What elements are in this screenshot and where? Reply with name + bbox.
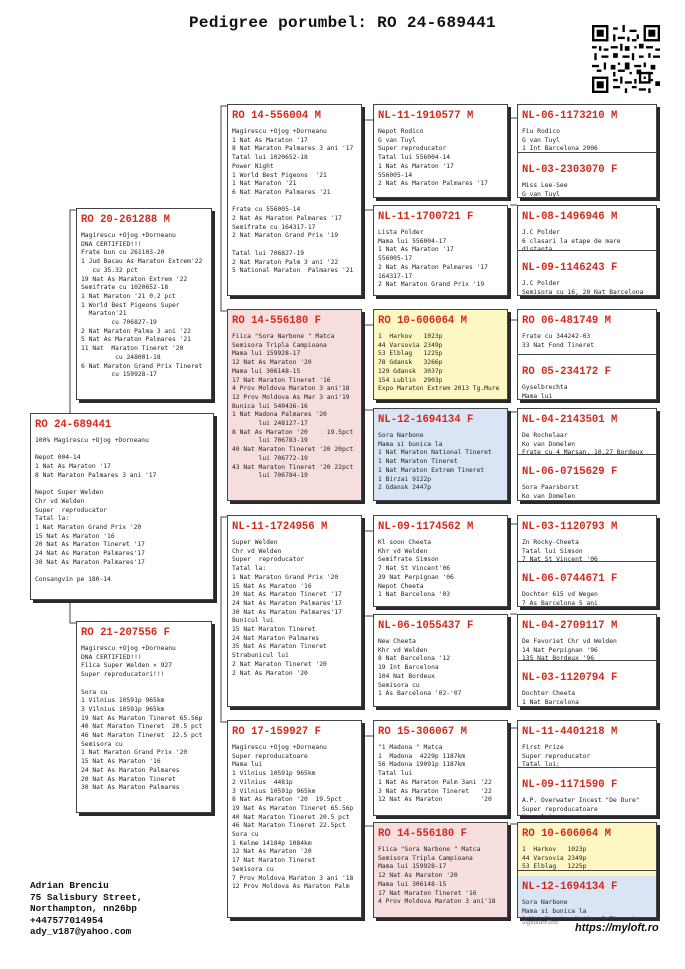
great-great-grandparents-pair: [517, 408, 657, 501]
ring-number: NL-11-4401218 M: [522, 726, 618, 738]
great-grandparent-card: [373, 720, 508, 816]
ring-number: NL-09-1174562 M: [378, 521, 474, 533]
ring-number: RO 10-606064 M: [522, 828, 612, 840]
pigeon-notes: First Prize Super reproducator Tatal lui:: [522, 744, 591, 769]
great-grandparent-card: [373, 408, 508, 501]
pigeon-notes: De Rochelaar Ko van Domelen Frate cu 4 Marsan. 10.27 Bordeux: [522, 432, 644, 457]
great-great-grandparents-pair: [517, 720, 657, 816]
pigeon-notes: 1 Harkov 1023p 44 Varsovia 2349p 53 Elblag 1225p 78 Gdansk 3266p 129 Gdansk 3037p 154 Lublin 2903p Expo Maraton Extrem 2013 Tg.Mure: [378, 333, 500, 393]
ring-number: RO 24-689441: [35, 419, 112, 431]
grandparent-card: [227, 309, 362, 501]
great-great-grandparents-pair: [517, 822, 657, 918]
page-title: Pedigree porumbel: RO 24-689441: [189, 14, 496, 32]
pigeon-notes: Sora Narbone Mama si bunica la: [522, 899, 587, 915]
sire-card: [76, 208, 212, 400]
pigeon-notes: "1 Madona " Matca 1 Madona 4229p 1187km 56 Madona 19091p 1187km Tatal lui 1 Nat As Maraton Palm 3ani '22 3 Nat As Maraton Tineret '22 12 Nat As Maraton '20: [378, 744, 492, 804]
pigeon-notes: Kl soon Cheeta Khr vd Welden Semifrate Simson 7 Nat St Vincent'06 39 Nat Perpignan '06 Nepot Cheeta 1 Nat Barcelona '03: [378, 539, 454, 599]
great-great-grandparents-pair: [517, 515, 657, 607]
dam-card: [76, 621, 212, 813]
pigeon-notes: Dochter 615 vd Wegen 7 As Barcelona 5 ani: [522, 591, 598, 607]
ring-number: NL-08-1496946 M: [522, 211, 618, 223]
ring-number: NL-03-1120793 M: [522, 521, 618, 533]
pigeon-notes: J.C Polder Semisora cu 16, 20 Nat Barcelona: [522, 280, 644, 296]
great-grandparent-card: [373, 104, 508, 198]
ring-number: NL-11-1700721 F: [378, 211, 474, 223]
grandparent-card: [227, 104, 362, 296]
owner-address: Adrian Brenciu 75 Salisbury Street, Northampton, nn26bp +447577014954 ady_v187@yahoo.com: [30, 880, 143, 937]
ring-number: NL-06-1173210 M: [522, 110, 618, 122]
pigeon-notes: 100% Magirescu +Ojog +Dorneanu Nepot 004-14 1 Nat As Maraton '17 8 Nat Maraton Palmares 3 ani '17 Nepot Super Welden Chr vd Welden Super reproducator Tatal la: 1 Nat Maraton Grand Prix '20 15 Nat As Maraton '16 20 Nat As Maraton Tineret '17 24 Nat As Maraton Palmares'17 30 Nat As Maraton Palmares'17 Consangvin pe 180-14: [35, 437, 157, 584]
ring-number: RO 05-234172 F: [522, 366, 612, 378]
ring-number: NL-06-0715629 F: [522, 466, 618, 478]
pigeon-notes: Fiica "Sora Narbone " Matca Semisora Tripla Campioana Mama lui 159928-17 12 Nat As Maraton '20 Mama lui 306148-15 17 Nat Maraton Tineret '16 4 Prov Moldova Maraton 3 ani'18: [378, 846, 496, 906]
ring-number: RO 14-556004 M: [232, 110, 322, 122]
ring-number: NL-04-2143501 M: [522, 414, 618, 426]
great-great-grandparents-pair: [517, 205, 657, 296]
ring-number: NL-12-1694134 F: [522, 881, 618, 893]
great-grandparent-card: [373, 515, 508, 607]
ring-number: RO 10-606064 M: [378, 315, 468, 327]
great-grandparent-card: [373, 822, 508, 918]
ring-number: NL-09-1171590 F: [522, 779, 618, 791]
great-grandparent-card: [373, 205, 508, 296]
grandparent-card: [227, 515, 362, 707]
ring-number: NL-06-0744671 F: [522, 573, 618, 585]
pigeon-notes: J.C Polder 6 clasari la etape de mare distanta: [522, 229, 621, 254]
ring-number: NL-03-1120794 F: [522, 672, 618, 684]
great-great-grandparents-pair: [517, 309, 657, 400]
great-great-grandparents-pair: [517, 614, 657, 707]
pigeon-notes: Magirescu +Ojog +Dorneanu Super reproducatoare Mama lui 1 Vilnius 10591p 965km 2 Vilnius 4481p 3 Vilnius 10591p 965km 8 Nat As Maraton '20 19.5pct 19 Nat As Maraton Tineret 65.56p 40 Nat Maraton Tineret 20.5 pct 46 Nat Maraton Tineret 22.5pct Sora cu 1 Kelme 14184p 1084km 12 Nat As Maraton '20 17 Nat Maraton Tineret Semisora cu 7 Prov Moldova Maraton 3 ani '18 12 Prov Moldova As Maraton Palm: [232, 744, 354, 891]
ring-number: NL-04-2709117 M: [522, 620, 618, 632]
signature: SignatureText: [522, 919, 559, 926]
pigeon-notes: Magirescu +Ojog +Dorneanu 1 Nat As Maraton '17 8 Nat Maraton Palmares 3 ani '17 Tatal lui 1020652-18 Power Night 1 World Best Pigeons '21 1 Nat Maraton '21 6 Nat Maraton Palmares '21 Frate cu 556005-14 2 Nat As Maraton Palmares '17 Semifrate cu 164317-17 2 Nat Maraton Grand Prix '19 Tatal lui 706827-19 2 Nat Maraton Palm 3 ani '22 5 National Maraton Palmares '21: [232, 128, 354, 275]
pigeon-notes: Zn Rocky-Cheeta Tatal lui Simson 7 Nat St Vincent '06: [522, 539, 598, 564]
website-link[interactable]: https://myloft.ro: [575, 922, 659, 934]
pigeon-notes: Magirescu +Ojog +Dorneanu DNA CERTIFIED!!! Fiica Super Welden × 927 Super reproducatori!!! Sora cu 1 Vilnius 10591p 965km 3 Vilnius 10591p 965km 19 Nat As Maraton Tineret 65.56p 40 Nat Maraton Tineret 20.5 pct 46 Nat Maraton Tineret 22.5 pct Semisora cu 1 Nat Maraton Grand Prix '20 15 Nat As Maraton '16 24 Nat As Maraton Palmares 20 Nat As Maraton Tineret 30 Nat As Maraton Palmares: [81, 645, 203, 792]
great-grandparent-card: [373, 614, 508, 707]
pigeon-notes: Gyselbrechta Mama lui: [522, 384, 568, 400]
ring-number: NL-12-1694134 F: [378, 414, 474, 426]
pigeon-notes: De Favoriet Chr vd Welden 14 Nat Perpignan '96 135 Nat Bordeux '96: [522, 638, 617, 663]
ring-number: RO 14-556180 F: [232, 315, 322, 327]
ring-number: RO 06-481749 M: [522, 315, 612, 327]
pigeon-notes: A.P. Overwater Incest "De Dure" Super reproducatoare: [522, 797, 640, 813]
ring-number: RO 21-207556 F: [81, 627, 171, 639]
ring-number: NL-11-1910577 M: [378, 110, 474, 122]
pedigree-subject-card: [30, 413, 214, 600]
pigeon-notes: Magirescu +Ojog +Dorneanu DNA CERTIFIED!!! Frate bun cu 261103-20 1 Jud Bacau As Maraton Extrem'22 cu 35.32 pct 19 Nat As Maraton Extrem '22 Semifrate cu 1020652-18 1 Nat Maraton '21 0.2 pct 1 World Best Pigeons Super Maraton'21 cu 706827-19 2 Nat Maraton Palma 3 ani '22 5 Nat As Maraton Palmares '21 11 Nat Maraton Tineret '20 cu 248001-18 6 Nat Maraton Grand Prix Tineret cu 159928-17: [81, 232, 203, 379]
great-great-grandparents-pair: [517, 104, 657, 198]
ring-number: RO 17-159927 F: [232, 726, 322, 738]
pigeon-notes: Nepot Rodico G van Tuyl Super reproducator Tatal lui 556004-14 1 Nat As Maraton '17 556005-14 2 Nat As Maraton Palmares '17: [378, 128, 488, 188]
pigeon-notes: New Cheeta Khr vd Welden 8 Nat Barcelona '12 19 Int Barcelona 104 Nat Bordeux Semisora cu 1 As Barcelona '02-'07: [378, 638, 462, 698]
great-grandparent-card: [373, 309, 508, 400]
grandparent-card: [227, 720, 362, 918]
pigeon-notes: Lista Polder Mama lui 556004-17 1 Nat As Maraton '17 556005-17 2 Nat As Maraton Palmares '17 164317-17 2 Nat Maraton Grand Prix '19: [378, 229, 488, 289]
ring-number: RO 20-261288 M: [81, 214, 171, 226]
pigeon-notes: Frate cu 344242-03 33 Nat Fond Tineret: [522, 333, 595, 349]
ring-number: NL-06-1055437 F: [378, 620, 474, 632]
ring-number: RO 14-556180 F: [378, 828, 468, 840]
pigeon-notes: Fiica "Sora Narbone " Matca Semisora Tripla Campioana Mama lui 159928-17 12 Nat As Maraton '20 Mama lui 306148-15 17 Nat Maraton Tineret '16 4 Prov Moldova Maraton 3 ani'18 12 Prov Moldova As Mar 3 ani'19 Bunica lui 540436-16 1 Nat Madona Palmares '20 lui 248127-17 8 Nat As Maraton '20 19.5pct lui 706783-19 40 Nat Maraton Tineret '20 20pct lui 706772-19 43 Nat Maraton Tineret '20 22pct lui 706784-19: [232, 333, 354, 480]
pigeon-notes: Fiu Rodico G van Tuyl 1 Int Barcelona 2006: [522, 128, 598, 153]
qr-code-icon: [592, 25, 660, 93]
ring-number: NL-11-1724956 M: [232, 521, 328, 533]
pigeon-notes: Dochter Cheeta 1 Nat Barcelona: [522, 690, 579, 706]
pigeon-notes: Sora Paarsborst Ko van Domelen: [522, 484, 579, 500]
pigeon-notes: Super Welden Chr vd Welden Super reproducator Tatal la: 1 Nat Maraton Grand Prix '20 15 Nat As Maraton '16 20 Nat As Maraton Tineret '17 24 Nat As Maraton Palmares'17 30 Nat As Maraton Palmares'17 Bunicul lui 15 Nat Maraton Tineret 24 Nat Maraton Palmares 35 Nat As Maraton Tineret Strabunicul lui 2 Nat Maraton Tineret '20 2 Nat As Maraton '20: [232, 539, 342, 677]
ring-number: RO 15-306067 M: [378, 726, 468, 738]
pigeon-notes: 1 Harkov 1023p 44 Varsovia 2349p 53 Elblag 1225p: [522, 846, 587, 871]
ring-number: NL-03-2303070 F: [522, 164, 618, 176]
pigeon-notes: Miss Lee-See G van Tuyl: [522, 182, 568, 198]
pigeon-notes: Sora Narbone Mama si bunica la 1 Nat Maraton National Tineret 1 Nat Maraton Tineret 1 Nat Maraton Extrem Tineret 1 Birzai 9122p 2 Gdansk 2447p: [378, 432, 492, 492]
ring-number: NL-09-1146243 F: [522, 262, 618, 274]
